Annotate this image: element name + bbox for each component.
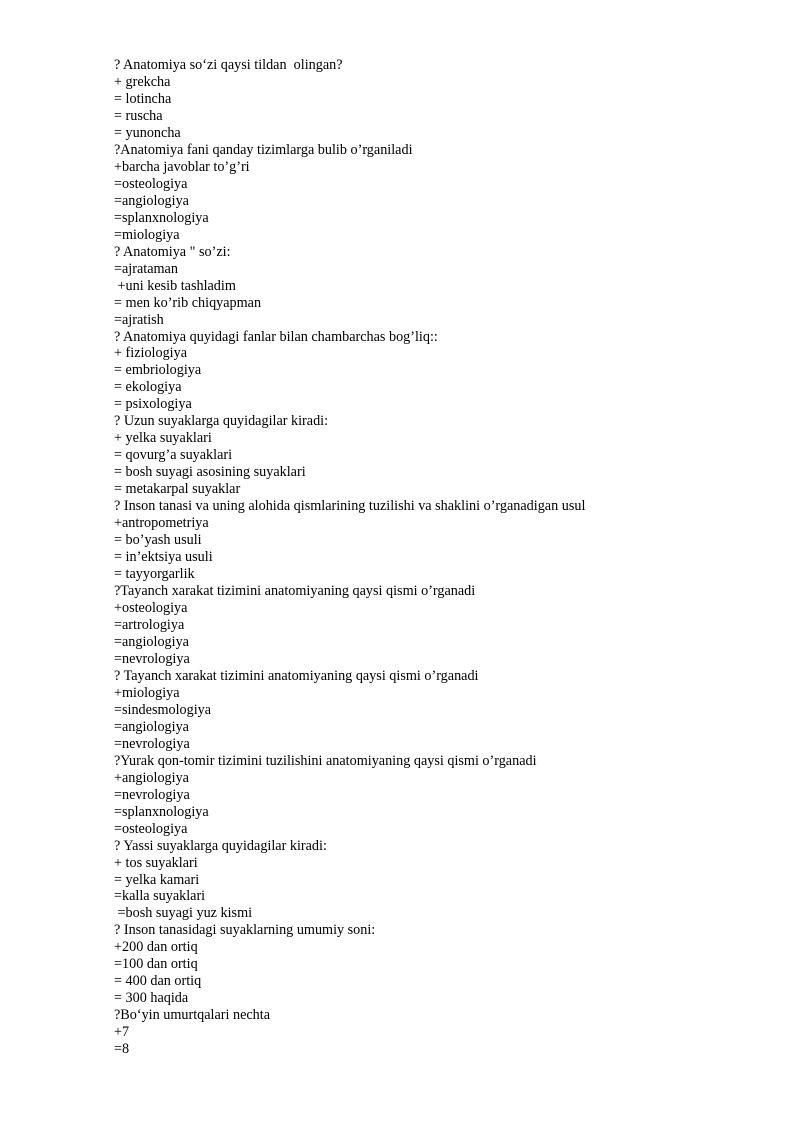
quiz-line: = yelka kamari — [114, 871, 200, 888]
quiz-line: ? Yassi suyaklarga quyidagilar kiradi: — [114, 837, 327, 854]
quiz-line: ?Anatomiya fani qanday tizimlarga bulib o’rganiladi — [114, 141, 413, 158]
quiz-line: = bosh suyagi asosining suyaklari — [114, 464, 306, 481]
quiz-line: = qovurg’a suyaklari — [114, 447, 233, 464]
quiz-line: =100 dan ortiq — [114, 956, 198, 973]
quiz-line: =bosh suyagi yuz kismi — [114, 905, 253, 922]
quiz-line: +miologiya — [114, 684, 180, 701]
quiz-line: +uni kesib tashladim — [114, 277, 236, 294]
quiz-line: =nevrologiya — [114, 650, 190, 667]
quiz-line: = 300 haqida — [114, 990, 189, 1007]
quiz-line: = in’ektsiya usuli — [114, 549, 213, 566]
quiz-line: ?Tayanch xarakat tizimini anatomiyaning qaysi qismi o’rganadi — [114, 583, 476, 600]
quiz-line: + grekcha — [114, 73, 171, 90]
quiz-line: ?Bo‘yin umurtqalari nechta — [114, 1007, 271, 1024]
quiz-line: +200 dan ortiq — [114, 939, 198, 956]
quiz-line: = ekologiya — [114, 379, 182, 396]
quiz-line: =8 — [114, 1041, 130, 1058]
quiz-line: =angiologiya — [114, 718, 189, 735]
quiz-line: = tayyorgarlik — [114, 566, 195, 583]
quiz-line: =ajratish — [114, 311, 164, 328]
quiz-line: =kalla suyaklari — [114, 888, 206, 905]
quiz-line: ?Yurak qon-tomir tizimini tuzilishini anatomiyaning qaysi qismi o’rganadi — [114, 752, 537, 769]
quiz-line: =sindesmologiya — [114, 701, 212, 718]
quiz-line: ? Anatomiya quyidagi fanlar bilan chambarchas bog’liq:: — [114, 328, 438, 345]
quiz-line: +7 — [114, 1024, 130, 1041]
quiz-line: = bo’yash usuli — [114, 532, 202, 549]
quiz-line: =ajrataman — [114, 260, 178, 277]
quiz-line: =nevrologiya — [114, 786, 190, 803]
quiz-line: =osteologiya — [114, 820, 188, 837]
quiz-line: +antropometriya — [114, 515, 209, 532]
quiz-line: = embriologiya — [114, 362, 202, 379]
quiz-line: =miologiya — [114, 226, 180, 243]
quiz-line: +angiologiya — [114, 769, 189, 786]
quiz-line: =splanxnologiya — [114, 803, 209, 820]
quiz-line: ? Anatomiya so‘zi qaysi tildan olingan? — [114, 57, 343, 73]
quiz-line: =splanxnologiya — [114, 209, 209, 226]
quiz-line: + tos suyaklari — [114, 854, 198, 871]
quiz-line: ? Anatomiya " so’zi: — [114, 243, 231, 260]
quiz-line: = 400 dan ortiq — [114, 973, 202, 990]
quiz-line: = men ko’rib chiqyapman — [114, 294, 262, 311]
quiz-line: = yunoncha — [114, 124, 181, 141]
quiz-line: +osteologiya — [114, 600, 188, 616]
quiz-line: = metakarpal suyaklar — [114, 481, 241, 498]
quiz-line: =artrologiya — [114, 616, 185, 633]
quiz-line: ? Tayanch xarakat tizimini anatomiyaning qaysi qismi o’rganadi — [114, 667, 479, 684]
quiz-line: =angiologiya — [114, 192, 189, 209]
quiz-line: = ruscha — [114, 107, 163, 124]
quiz-line: =osteologiya — [114, 175, 188, 192]
quiz-line: = psixologiya — [114, 396, 192, 413]
quiz-line: ? Inson tanasi va uning alohida qismlarining tuzilishi va shaklini o’rganadigan usul — [114, 498, 586, 515]
quiz-line: + fiziologiya — [114, 345, 188, 362]
quiz-line: =angiologiya — [114, 633, 189, 650]
quiz-line: ? Uzun suyaklarga quyidagilar kiradi: — [114, 413, 329, 430]
quiz-line: = lotincha — [114, 90, 172, 107]
quiz-text-body — [114, 57, 774, 1058]
quiz-line: + yelka suyaklari — [114, 430, 212, 447]
quiz-line: +barcha javoblar to’g’ri — [114, 158, 250, 175]
quiz-line: ? Inson tanasidagi suyaklarning umumiy soni: — [114, 922, 376, 939]
quiz-line: =nevrologiya — [114, 735, 190, 752]
